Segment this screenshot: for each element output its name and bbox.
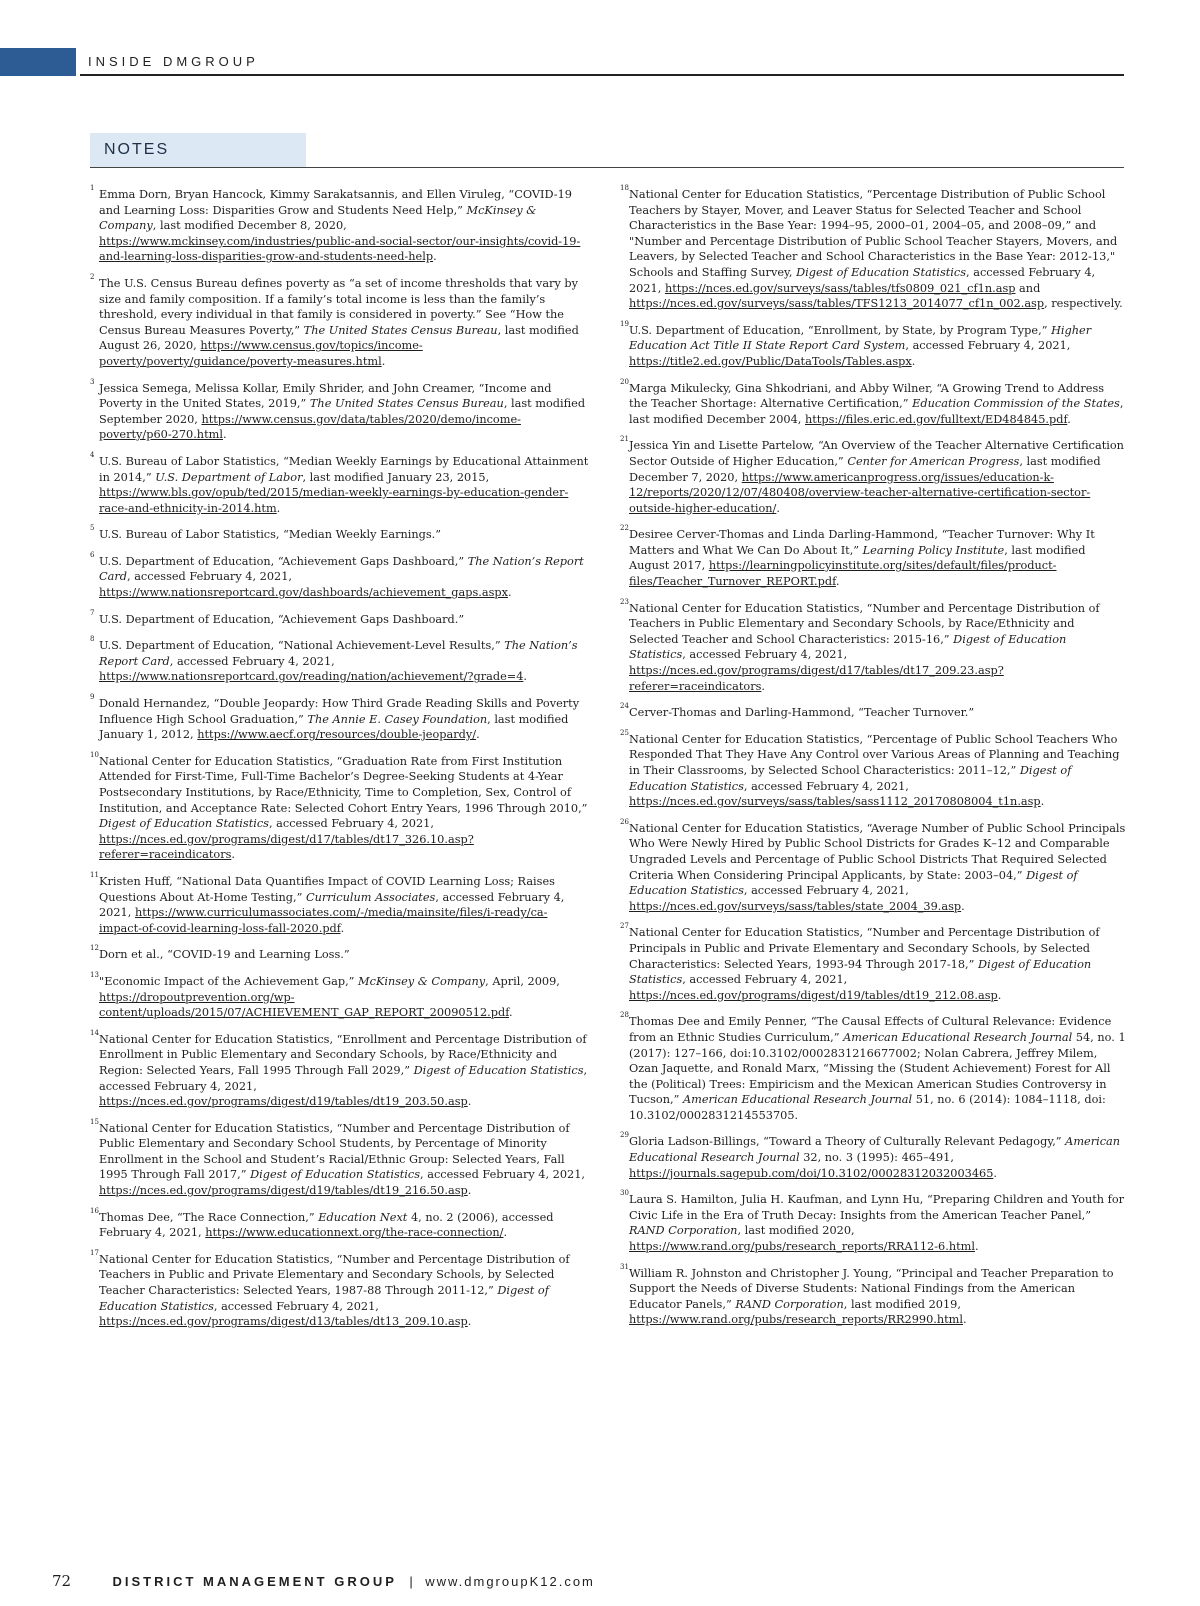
endnote-text: Kristen Huff, “National Data Quantifies Impact of COVID Learning Loss; Raises Questions About At-Home Testing,”: [99, 874, 555, 904]
endnote-number: 1: [90, 184, 95, 192]
endnote-link[interactable]: https://nces.ed.gov/programs/digest/d13/tables/dt13_209.10.asp: [99, 1315, 468, 1329]
endnote-text: Marga Mikulecky, Gina Shkodriani, and Abby Wilner, “A Growing Trend to Address the Teacher Shortage: Alternative Certification,”: [629, 381, 1105, 411]
endnote-text: .: [997, 988, 1002, 1002]
endnote-source: Digest of Education Statistics: [99, 1284, 549, 1313]
endnote-source: Higher Education Act Title II State Report Card System: [629, 323, 1092, 353]
endnote-25: [620, 728, 1126, 810]
endnote-source: Digest of Education Statistics: [99, 817, 269, 831]
endnote-number: 30: [620, 1189, 629, 1198]
endnote-number: 12: [90, 944, 99, 953]
endnote-text: .: [776, 501, 780, 515]
endnote-number: 26: [620, 817, 629, 826]
endnote-link[interactable]: https://nces.ed.gov/programs/digest/d19/tables/dt19_203.50.asp: [99, 1095, 468, 1109]
endnote-text: , accessed February 4, 2021,: [682, 648, 848, 662]
endnote-number: 25: [620, 728, 629, 737]
endnote-source: The Nation’s Report Card: [99, 639, 578, 668]
endnote-text: 32, no. 3 (1995): 465–491,: [799, 1151, 954, 1165]
endnote-link[interactable]: https://nces.ed.gov/programs/digest/d17/tables/dt17_209.23.asp?referer=raceindicators: [629, 664, 1004, 693]
endnote-text: .: [433, 250, 437, 264]
endnote-number: 20: [620, 377, 629, 386]
endnote-3: [90, 377, 590, 443]
endnote-22: [620, 524, 1126, 589]
endnote-text: National Center for Education Statistics, “Percentage of Public School Teachers Who Responded That They Have Any Control over Various Areas of Planning and Teaching in Their Classrooms, by Selected School Characteristics: 2011–12,”: [629, 732, 1120, 777]
endnote-text: Jessica Semega, Melissa Kollar, Emily Shrider, and John Creamer, “Income and Poverty in the United States, 2019,”: [99, 381, 552, 411]
endnote-source: American Educational Research Journal: [843, 1030, 1073, 1044]
endnote-number: 17: [90, 1248, 99, 1257]
endnote-text: , accessed February 4, 2021,: [743, 779, 909, 793]
endnote-text: Dorn et al., “COVID-19 and Learning Loss.”: [99, 948, 350, 962]
endnote-text: , accessed February 4, 2021,: [127, 570, 293, 584]
endnote-text: .: [467, 1315, 472, 1329]
endnote-link[interactable]: https://nces.ed.gov/surveys/sass/tables/state_2004_39.asp: [629, 899, 962, 913]
endnote-text: .: [467, 1184, 472, 1198]
endnote-text: , accessed February 4, 2021,: [268, 817, 434, 831]
endnote-21: [620, 435, 1126, 516]
endnote-text: National Center for Education Statistics, “Number and Percentage Distribution of Public Elementary and Secondary School Students, by Percentage of Minority Enrollment in the School and Student’s Racial/Ethnic Group: Selected Years, Fall 1995 Through Fall 2017,”: [99, 1121, 570, 1182]
notes-heading: NOTES: [104, 141, 170, 158]
endnote-text: , accessed February 4, 2021,: [169, 654, 335, 668]
endnote-link[interactable]: https://www.nationsreportcard.gov/dashboards/achievement_gaps.aspx: [99, 586, 508, 600]
footer-org-name: DISTRICT MANAGEMENT GROUP: [112, 1574, 397, 1589]
endnote-text: .: [381, 354, 386, 368]
endnote-number: 4: [90, 450, 95, 459]
endnote-text: National Center for Education Statistics, “Percentage Distribution of Public School Teachers by Stayer, Mover, and Leaver Status for Selected Teacher and School Characteristics in the Base Year: 1994–95, 2000–01, 2004–05, and 2008–09,” and "Number and Percentage Distribution of Public School Teacher Stayers, Movers, and Leavers, by Selected Teacher and School Characteristics in the Base Year: 2012-13," Schools and Staffing Survey,: [629, 188, 1118, 279]
endnote-link[interactable]: https://www.rand.org/pubs/research_reports/RRA112-6.html: [629, 1240, 975, 1254]
endnote-source: The Annie E. Casey Foundation: [307, 712, 488, 726]
endnote-15: [90, 1117, 590, 1199]
endnote-17: [90, 1248, 590, 1330]
endnote-text: .: [974, 1240, 979, 1254]
endnote-text: U.S. Department of Education, “Achievement Gaps Dashboard,”: [99, 554, 468, 568]
endnote-text: National Center for Education Statistics, “Number and Percentage Distribution of Teachers in Public and Private Elementary and Secondary Schools, by Selected Teacher Characteristics: Selected Years, 1987-88 Through 2011-12,”: [99, 1252, 570, 1298]
endnote-link[interactable]: https://www.aecf.org/resources/double-jeopardy/: [197, 728, 477, 742]
endnote-text: , accessed February 4, 2021,: [905, 339, 1071, 353]
endnote-number: 13: [90, 970, 99, 979]
header-accent-bar: [0, 48, 76, 76]
endnote-number: 19: [620, 319, 629, 328]
endnote-source: Digest of Education Statistics: [413, 1063, 584, 1077]
endnote-source: Curriculum Associates: [305, 890, 436, 904]
endnote-1: [90, 184, 590, 265]
endnote-text: .: [476, 728, 480, 742]
endnote-link[interactable]: https://www.nationsreportcard.gov/reading/nation/achievement/?grade=4: [99, 670, 524, 684]
endnote-source: RAND Corporation: [735, 1297, 844, 1311]
page-number: 72: [52, 1572, 72, 1590]
endnote-text: .: [509, 1006, 513, 1020]
endnote-link[interactable]: https://dropoutprevention.org/wp-content/uploads/2015/07/ACHIEVEMENT_GAP_REPORT_20090512.pdf: [99, 990, 509, 1020]
endnote-text: William R. Johnston and Christopher J. Young, “Principal and Teacher Preparation to Support the Needs of Diverse Students: National Findings from the American Educator Panels,”: [629, 1266, 1114, 1311]
endnote-text: , last modified September 2020,: [99, 397, 586, 426]
endnote-text: , accessed February 4, 2021,: [420, 1168, 586, 1182]
endnote-12: [90, 944, 590, 963]
endnote-number: 27: [620, 922, 629, 931]
endnote-2: [90, 272, 590, 370]
endnote-18: [620, 184, 1126, 312]
endnote-link[interactable]: https://www.rand.org/pubs/research_reports/RR2990.html: [629, 1313, 963, 1327]
footer-separator: |: [409, 1574, 413, 1589]
endnote-source: Digest of Education Statistics: [629, 957, 1092, 987]
endnote-10: [90, 750, 590, 863]
endnote-link[interactable]: https://nces.ed.gov/surveys/sass/tables/sass1112_20170808004_t1n.asp: [629, 795, 1041, 809]
notes-column-left: [90, 184, 590, 1341]
endnote-text: .: [911, 354, 916, 368]
endnote-source: U.S. Department of Labor: [155, 470, 303, 484]
endnote-text: .: [503, 1226, 508, 1240]
endnote-link[interactable]: https://www.bls.gov/opub/ted/2015/median-weekly-earnings-by-education-gender-race-and-ethnicity-in-2014.htm: [99, 486, 569, 515]
endnote-text: National Center for Education Statistics, “Number and Percentage Distribution of Teachers in Public Elementary and Secondary Schools, by Race/Ethnicity and Selected Teacher and School Characteristics: 2015-16,”: [629, 601, 1100, 646]
endnote-number: 29: [620, 1131, 629, 1140]
endnote-link[interactable]: https://nces.ed.gov/programs/digest/d19/tables/dt19_212.08.asp: [629, 988, 998, 1002]
section-header: INSIDE DMGROUP: [88, 54, 259, 69]
endnote-text: , last modified 2019,: [843, 1297, 961, 1311]
endnote-source: The Nation’s Report Card: [99, 554, 584, 584]
endnote-source: Digest of Education Statistics: [250, 1168, 421, 1182]
endnote-text: , last modified December 2004,: [629, 397, 1124, 426]
endnote-source: McKinsey & Company: [358, 974, 486, 988]
endnote-text: U.S. Bureau of Labor Statistics, “Median Weekly Earnings.”: [99, 528, 442, 542]
endnote-text: , last modified 2020,: [737, 1224, 855, 1238]
endnote-link[interactable]: https://files.eric.ed.gov/fulltext/ED484845.pdf: [804, 412, 1068, 426]
endnote-source: RAND Corporation: [629, 1224, 738, 1238]
endnote-text: Thomas Dee, “The Race Connection,”: [99, 1210, 319, 1224]
endnote-13: [90, 970, 590, 1021]
endnote-5: [90, 524, 590, 543]
endnote-28: [620, 1011, 1126, 1123]
endnote-source: Education Next: [318, 1210, 408, 1224]
endnote-link[interactable]: https://www.mckinsey.com/industries/public-and-social-sector/our-insights/covid-19-and-learning-loss-disparities-grow-and-students-need-help: [99, 234, 581, 264]
endnote-link[interactable]: https://www.census.gov/data/tables/2020/demo/income-poverty/p60-270.html: [99, 412, 521, 442]
footer-website[interactable]: www.dmgroupK12.com: [425, 1574, 595, 1589]
endnote-text: Gloria Ladson-Billings, “Toward a Theory of Culturally Relevant Pedagogy,”: [629, 1135, 1066, 1149]
endnote-30: [620, 1189, 1126, 1254]
endnote-text: National Center for Education Statistics, “Average Number of Public School Principals Who Were Newly Hired by Public School Districts for Grades K–12 and Comparable Ungraded Levels and Percentage of Public School Districts That Required Selected Criteria When Considering Principal Applicants, by State: 2003–04,”: [629, 821, 1126, 882]
endnote-text: .: [761, 679, 765, 693]
endnote-text: .: [508, 586, 512, 600]
endnote-source: Digest of Education Statistics: [629, 764, 1072, 793]
endnote-link[interactable]: https://www.educationnext.org/the-race-connection/: [205, 1226, 504, 1240]
endnote-text: Thomas Dee and Emily Penner, “The Causal Effects of Cultural Relevance: Evidence from an Ethnic Studies Curriculum,”: [629, 1015, 1112, 1044]
endnote-20: [620, 377, 1126, 428]
endnote-text: The U.S. Census Bureau defines poverty as “a set of income thresholds that vary by size and family composition. If a family’s total income is less than the family’s threshold, every individual in that family is considered in poverty.” See “How the Census Bureau Measures Poverty,”: [99, 276, 579, 337]
endnote-number: 11: [90, 870, 99, 879]
endnote-text: .: [467, 1095, 472, 1109]
endnote-source: The United States Census Bureau: [303, 323, 498, 337]
endnote-text: , respectively.: [1044, 297, 1123, 311]
endnote-link[interactable]: https://learningpolicyinstitute.org/sites/default/files/product-files/Teacher_Turnover_REPORT.pdf: [629, 559, 1057, 589]
endnote-number: 24: [620, 702, 629, 711]
endnote-26: [620, 817, 1126, 915]
notes-divider: [90, 167, 1124, 168]
endnote-24: [620, 702, 1126, 721]
endnote-text: , last modified January 23, 2015,: [302, 470, 490, 484]
endnote-number: 6: [90, 550, 95, 559]
endnote-link[interactable]: https://nces.ed.gov/surveys/sass/tables/TFS1213_2014077_cf1n_002.asp: [629, 297, 1045, 311]
endnote-text: , last modified August 26, 2020,: [99, 323, 579, 353]
endnote-text: , accessed February 4, 2021,: [99, 1063, 588, 1093]
endnote-text: , last modified December 8, 2020,: [152, 219, 347, 233]
endnote-link[interactable]: https://www.census.gov/topics/income-poverty/poverty/guidance/poverty-measures.html: [99, 339, 423, 368]
endnote-text: "Economic Impact of the Achievement Gap,”: [99, 974, 359, 988]
endnote-number: 2: [90, 272, 95, 281]
endnote-9: [90, 693, 590, 743]
endnote-number: 28: [620, 1011, 629, 1020]
endnote-number: 31: [620, 1262, 629, 1271]
endnote-7: [90, 608, 590, 628]
endnote-link[interactable]: https://nces.ed.gov/programs/digest/d19/tables/dt19_216.50.asp: [99, 1184, 468, 1198]
endnote-text: , accessed February 4, 2021,: [629, 265, 1096, 295]
endnote-text: National Center for Education Statistics, “Enrollment and Percentage Distribution of Enrollment in Public Elementary and Secondary Schools, by Race/Ethnicity and Region: Selected Years, Fall 1995 Through Fall 2029,”: [99, 1032, 587, 1077]
endnote-text: Donald Hernandez, “Double Jeopardy: How Third Grade Reading Skills and Poverty Influence High School Graduation,”: [99, 697, 580, 726]
endnote-text: , accessed February 4, 2021,: [213, 1299, 379, 1313]
endnote-text: U.S. Department of Education, “Enrollment, by State, by Program Type,”: [629, 323, 1052, 337]
endnote-text: .: [1040, 795, 1045, 809]
endnote-number: 14: [90, 1028, 99, 1037]
endnote-text: U.S. Department of Education, “Achievement Gaps Dashboard.”: [99, 612, 465, 626]
endnote-link[interactable]: https://nces.ed.gov/surveys/sass/tables/tfs0809_021_cf1n.asp: [664, 281, 1016, 295]
endnote-source: Digest of Education Statistics: [629, 868, 1078, 898]
endnote-number: 23: [620, 597, 629, 606]
endnote-link[interactable]: https://title2.ed.gov/Public/DataTools/Tables.aspx: [629, 354, 912, 368]
endnote-text: .: [523, 670, 527, 684]
endnote-text: .: [961, 899, 965, 913]
endnote-text: .: [340, 921, 345, 935]
endnote-text: , April, 2009,: [485, 974, 560, 988]
page-footer: [52, 1572, 595, 1591]
endnote-text: National Center for Education Statistics, “Number and Percentage Distribution of Principals in Public and Private Elementary and Secondary Schools, by Selected Characteristics: Selected Years, 1993-94 Through 2017-18,”: [629, 926, 1100, 971]
endnote-text: .: [963, 1313, 967, 1327]
header-divider: [80, 74, 1124, 76]
endnote-source: Center for American Progress: [847, 454, 1020, 468]
notes-heading-box: [90, 133, 306, 167]
endnote-29: [620, 1131, 1126, 1181]
endnote-text: 54, no. 1 (2017): 127–166, doi:10.3102/0002831216677002; Nolan Cabrera, Jeffrey Milem, Ozan Jaquette, and Ronald Marx, “Missing the (Student Achievement) Forest for All the (Political) Trees: Empiricism and the Mexican American Studies Controversy in Tucson,”: [629, 1030, 1126, 1107]
endnote-text: , accessed February 4, 2021,: [682, 973, 848, 987]
endnote-8: [90, 635, 590, 685]
endnote-number: 21: [620, 435, 629, 444]
endnote-link[interactable]: https://www.americanprogress.org/issues/education-k-12/reports/2020/12/07/480408/overview-teacher-alternative-certification-sector-outside-higher-education/: [629, 470, 1091, 515]
endnote-text: , accessed February 4, 2021,: [743, 884, 909, 898]
endnote-number: 22: [620, 524, 629, 533]
endnote-number: 8: [90, 635, 95, 644]
endnote-27: [620, 922, 1126, 1003]
endnote-link[interactable]: https://www.curriculumassociates.com/-/media/mainsite/files/i-ready/ca-impact-of-covid-learning-loss-fall-2020.pdf: [99, 906, 548, 935]
endnote-number: 16: [90, 1206, 99, 1215]
endnote-number: 9: [90, 693, 95, 702]
endnote-source: Digest of Education Statistics: [796, 265, 967, 279]
endnote-text: Desiree Cerver-Thomas and Linda Darling-Hammond, “Teacher Turnover: Why It Matters and What We Can Do About It,”: [629, 528, 1095, 557]
endnote-14: [90, 1028, 590, 1110]
endnote-text: Cerver-Thomas and Darling-Hammond, “Teacher Turnover.”: [629, 706, 975, 720]
endnote-text: .: [993, 1166, 997, 1180]
endnote-text: 51, no. 6 (2014): 1084–1118, doi: 10.3102/0002831214553705.: [629, 1093, 1106, 1122]
endnote-number: 15: [90, 1117, 99, 1126]
endnote-number: 5: [90, 524, 95, 533]
endnote-text: Laura S. Hamilton, Julia H. Kaufman, and Lynn Hu, “Preparing Children and Youth for Civic Life in the Era of Truth Decay: Insights from the American Teacher Panel,”: [629, 1193, 1125, 1222]
endnote-text: U.S. Bureau of Labor Statistics, “Median Weekly Earnings by Educational Attainment in 2014,”: [99, 454, 589, 484]
endnote-text: , last modified January 1, 2012,: [99, 712, 569, 742]
endnote-31: [620, 1262, 1126, 1328]
notes-column-right: [620, 184, 1126, 1339]
endnote-source: Education Commission of the States: [912, 397, 1120, 411]
endnote-number: 10: [90, 750, 99, 759]
endnote-text: U.S. Department of Education, “National Achievement-Level Results,”: [99, 639, 505, 653]
endnote-11: [90, 870, 590, 936]
endnote-source: McKinsey & Company: [99, 203, 537, 233]
endnote-text: and: [1015, 281, 1041, 295]
endnote-number: 7: [90, 608, 95, 617]
endnote-source: Learning Policy Institute: [862, 543, 1005, 557]
endnote-text: .: [231, 848, 235, 862]
endnote-link[interactable]: https://nces.ed.gov/programs/digest/d17/tables/dt17_326.10.asp?referer=raceindicators: [99, 832, 474, 862]
endnote-text: Jessica Yin and Lisette Partelow, “An Overview of the Teacher Alternative Certification Sector Outside of Higher Education,”: [629, 439, 1124, 468]
endnote-text: .: [222, 428, 227, 442]
endnote-text: , accessed February 4, 2021,: [99, 890, 565, 920]
endnote-link[interactable]: https://journals.sagepub.com/doi/10.3102/00028312032003465: [629, 1166, 994, 1180]
endnote-text: National Center for Education Statistics, “Graduation Rate from First Institution Attended for First-Time, Full-Time Bachelor’s Degree-Seeking Students at 4-Year Postsecondary Institutions, by Race/Ethnicity, Time to Completion, Sex, Control of Institution, and Acceptance Rate: Selected Cohort Entry Years, 1996 Through 2010,”: [99, 754, 588, 815]
endnote-4: [90, 450, 590, 516]
endnote-number: 18: [620, 184, 629, 192]
endnote-6: [90, 550, 590, 601]
endnote-19: [620, 319, 1126, 370]
endnote-source: Digest of Education Statistics: [629, 632, 1067, 662]
endnote-source: The United States Census Bureau: [309, 397, 504, 411]
endnote-23: [620, 597, 1126, 695]
endnote-text: 4, no. 2 (2006), accessed February 4, 2021,: [99, 1210, 554, 1240]
endnote-text: .: [1067, 412, 1071, 426]
endnote-source: American Educational Research Journal: [682, 1093, 913, 1107]
endnote-source: American Educational Research Journal: [629, 1135, 1121, 1165]
endnote-text: .: [835, 575, 840, 589]
endnote-number: 3: [90, 377, 95, 386]
endnote-16: [90, 1206, 590, 1241]
endnote-text: , last modified August 2017,: [629, 543, 1086, 573]
endnote-text: .: [276, 501, 281, 515]
endnote-text: Emma Dorn, Bryan Hancock, Kimmy Sarakatsannis, and Ellen Viruleg, “COVID-19 and Learning Loss: Disparities Grow and Students Need Help,”: [99, 188, 572, 217]
endnote-text: , last modified December 7, 2020,: [629, 454, 1101, 484]
